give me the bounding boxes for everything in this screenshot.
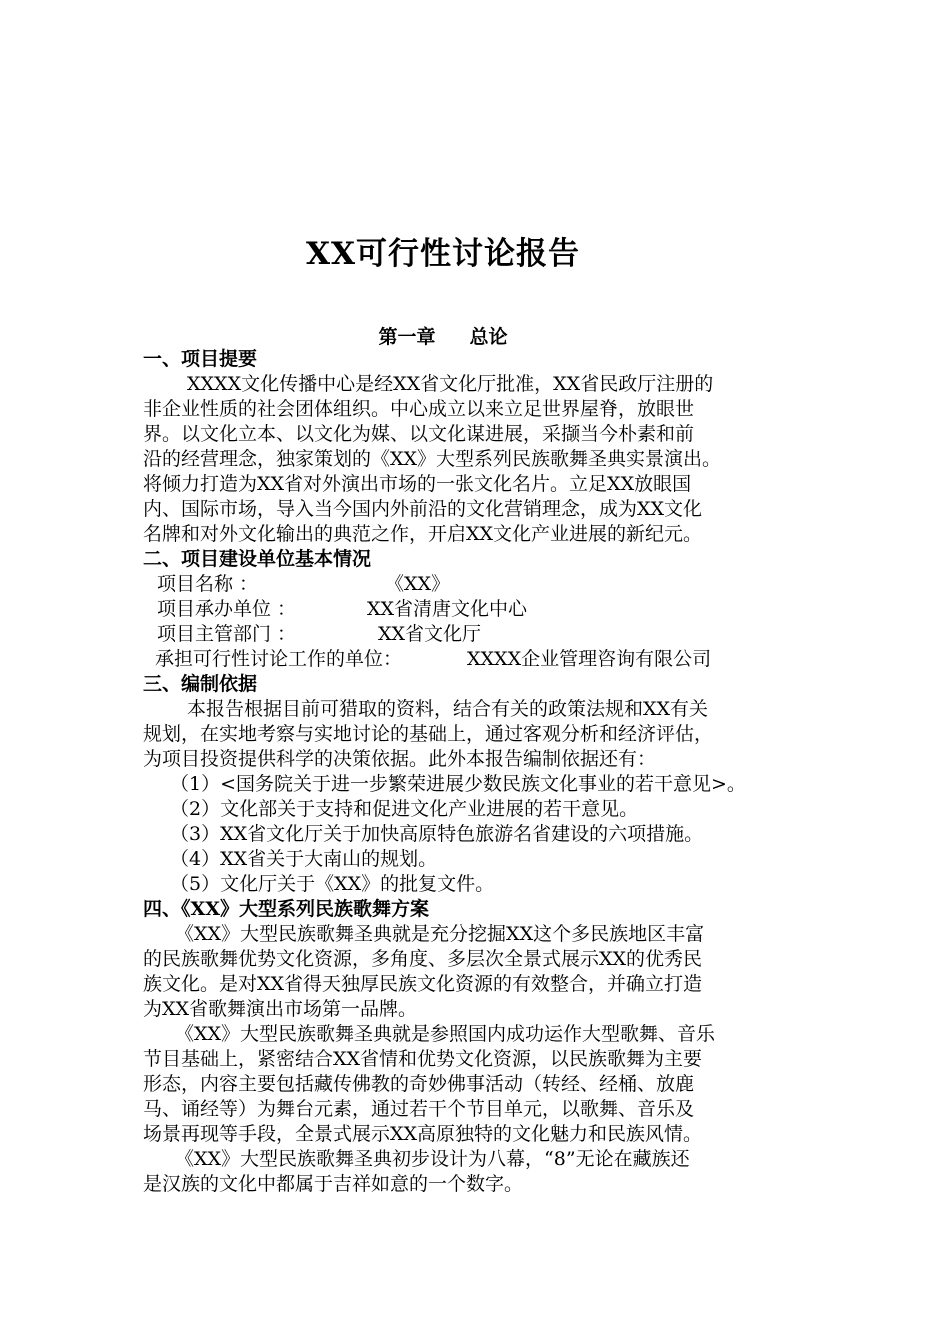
section-heading-basis: 三、编制依据 xyxy=(143,673,258,695)
chapter-number: 第一章 xyxy=(378,326,436,348)
body-line: 为项目投资提供科学的决策依据。此外本报告编制依据还有： xyxy=(143,748,657,770)
list-item: （1）<国务院关于进一步繁荣进展少数民族文化事业的若干意见>。 xyxy=(170,773,746,795)
body-line: 为XX省歌舞演出市场第一品牌。 xyxy=(143,998,418,1020)
chapter-name: 总论 xyxy=(469,326,508,348)
field-value: XX省清唐文化中心 xyxy=(367,598,528,620)
field-value: XXXX企业管理咨询有限公司 xyxy=(467,648,712,670)
section-heading-plan: 四、《XX》大型系列民族歌舞方案 xyxy=(143,898,429,920)
field-value: 《XX》 xyxy=(385,573,451,595)
body-line: 形态，内容主要包括藏传佛教的奇妙佛事活动（转经、经桶、放鹿 xyxy=(143,1073,695,1095)
body-line: 将倾力打造为XX省对外演出市场的一张文化名片。立足XX放眼国 xyxy=(143,473,692,495)
body-line: 马、诵经等）为舞台元素，通过若干个节目单元，以歌舞、音乐及 xyxy=(143,1098,695,1120)
body-line: 内、国际市场，导入当今国内外前沿的文化营销理念，成为XX文化 xyxy=(143,498,703,520)
field-label: 项目主管部门 ： xyxy=(157,623,297,645)
list-item: （4）XX省关于大南山的规划。 xyxy=(170,848,438,870)
list-item: （3）XX省文化厅关于加快高原特色旅游名省建设的六项措施。 xyxy=(170,823,704,845)
field-label: 项目名称 ： xyxy=(157,573,259,595)
document-title: XX可行性讨论报告 xyxy=(305,236,581,272)
body-line: 《XX》大型民族歌舞圣典初步设计为八幕，“8”无论在藏族还 xyxy=(175,1148,690,1170)
body-line: 是汉族的文化中都属于吉祥如意的一个数字。 xyxy=(143,1173,524,1195)
list-item: （5）文化厅关于《XX》的批复文件。 xyxy=(170,873,495,895)
field-label: 项目承办单位 ： xyxy=(157,598,297,620)
chapter-heading xyxy=(0,322,886,349)
field-label: 承担可行性讨论工作的单位： xyxy=(155,648,403,670)
list-item: （2）文化部关于支持和促进文化产业进展的若干意见。 xyxy=(170,798,639,820)
body-line: 本报告根据目前可猎取的资料，结合有关的政策法规和XX有关 xyxy=(187,698,709,720)
body-line: 沿的经营理念，独家策划的《XX》大型系列民族歌舞圣典实景演出。 xyxy=(143,448,722,470)
body-line: 的民族歌舞优势文化资源，多角度、多层次全景式展示XX的优秀民 xyxy=(143,948,703,970)
section-heading-unit-info: 二、项目建设单位基本情况 xyxy=(143,548,372,570)
section-heading-summary: 一、项目提要 xyxy=(143,348,258,370)
body-line: XXXX文化传播中心是经XX省文化厅批准，XX省民政厅注册的 xyxy=(187,373,714,395)
body-line: 族文化。是对XX省得天独厚民族文化资源的有效整合，并确立打造 xyxy=(143,973,703,995)
body-line: 《XX》大型民族歌舞圣典就是充分挖掘XX这个多民族地区丰富 xyxy=(175,923,705,945)
body-line: 名牌和对外文化输出的典范之作，开启XX文化产业进展的新纪元。 xyxy=(143,523,703,545)
body-line: 节目基础上，紧密结合XX省情和优势文化资源，以民族歌舞为主要 xyxy=(143,1048,703,1070)
body-line: 场景再现等手段，全景式展示XX高原独特的文化魅力和民族风情。 xyxy=(143,1123,703,1145)
field-value: XX省文化厅 xyxy=(378,623,482,645)
body-line: 《XX》大型民族歌舞圣典就是参照国内成功运作大型歌舞、音乐 xyxy=(175,1023,716,1045)
body-line: 非企业性质的社会团体组织。中心成立以来立足世界屋脊，放眼世 xyxy=(143,398,695,420)
body-line: 界。以文化立本、以文化为媒、以文化谋进展，采撷当今朴素和前 xyxy=(143,423,695,445)
body-line: 规划，在实地考察与实地讨论的基础上，通过客观分析和经济评估， xyxy=(143,723,714,745)
